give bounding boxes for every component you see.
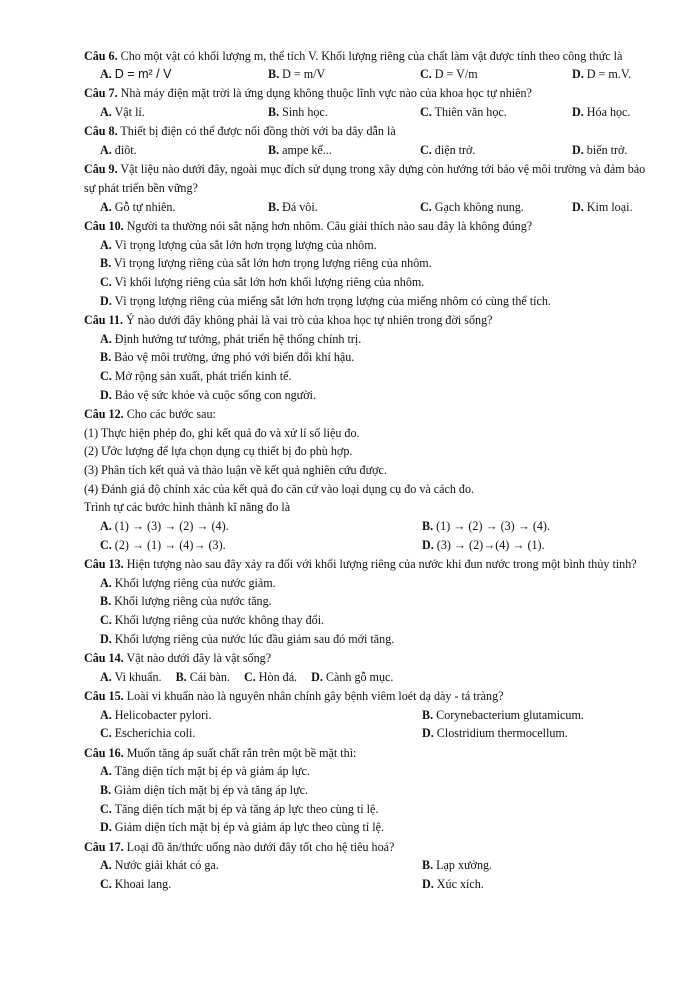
option-b: B. Lạp xưởng. xyxy=(422,858,493,873)
option-d: D. D = m.V. xyxy=(572,67,632,82)
question-text: Người ta thường nói sắt nặng hơn nhôm. Câu giải thích nào sau đây là không đúng? xyxy=(126,218,533,233)
question-number: Câu 8. xyxy=(84,124,118,139)
step-item: (3) Phân tích kết quả và thảo luận về kết quả nghiên cứu được. xyxy=(84,462,387,477)
option-b: B. Corynebacterium glutamicum. xyxy=(422,707,584,722)
question-9 xyxy=(84,160,646,197)
question-13 xyxy=(84,555,646,574)
option-a: A. Vi khuẩn. xyxy=(100,669,162,684)
option-a: A. Helicobacter pylori. xyxy=(100,707,212,722)
question-text: Cho một vật có khối lượng m, thể tích V. Khối lượng riêng của chất làm vật được tính theo công thức là xyxy=(120,48,623,63)
question-14 xyxy=(84,649,646,668)
question-6-options xyxy=(84,65,646,84)
option-d: D. Vì trọng lượng riêng của miếng sắt lớn hơn trọng lượng của miếng nhôm có cùng thể tích. xyxy=(100,293,551,308)
option-c: C. Vì khối lượng riêng của sắt lớn hơn khối lượng riêng của nhôm. xyxy=(100,274,425,289)
question-number: Câu 15. xyxy=(84,688,124,703)
option-b: B. ampe kế... xyxy=(268,143,332,158)
question-prompt: Trình tự các bước hình thành kĩ năng đo là xyxy=(84,500,291,515)
option-d: D. (3) → (2)→(4) → (1). xyxy=(422,537,545,552)
option-d: D. Bảo vệ sức khỏe và cuộc sống con người. xyxy=(100,387,316,402)
option-d: D. Clostridium thermocellum. xyxy=(422,726,568,741)
question-text: Vật nào dưới đây là vật sống? xyxy=(126,651,272,665)
option-b: B. D = m/V xyxy=(268,67,326,82)
option-b: B. Khối lượng riêng của nước tăng. xyxy=(100,594,272,609)
question-15-options-row2 xyxy=(84,724,646,743)
option-d: D. Giảm diện tích mặt bị ép và giảm áp lực theo cùng tỉ lệ. xyxy=(100,820,384,835)
option-b: B. Vì trọng lượng riêng của sắt lớn hơn trọng lượng riêng của nhôm. xyxy=(100,256,432,271)
option-d: D. Xúc xích. xyxy=(422,876,484,891)
option-a: A. Vì trọng lượng của sắt lớn hơn trọng lượng của nhôm. xyxy=(100,237,377,252)
question-text: Vật liệu nào dưới đây, ngoài mục đích sử dụng trong xây dựng còn hướng tới bảo vệ môi trường và đảm bảo sự phát triển bền vững? xyxy=(84,162,646,195)
option-c: C. Khoai lang. xyxy=(100,876,172,891)
option-c: C. Gạch không nung. xyxy=(420,199,524,214)
option-d: D. Cành gỗ mục. xyxy=(311,669,394,684)
question-text: Muốn tăng áp suất chất rắn trên một bề mặt thì: xyxy=(126,745,357,760)
question-11 xyxy=(84,311,646,330)
option-c: C. Hòn đá. xyxy=(244,669,298,684)
option-a: A. D = m² / V xyxy=(100,67,172,82)
option-a: A. Tăng diện tích mặt bị ép và giảm áp lực. xyxy=(100,764,310,779)
question-7 xyxy=(84,84,646,103)
step-item: (1) Thực hiện phép đo, ghi kết quả đo và xử lí số liệu đo. xyxy=(84,425,360,440)
step-item: (2) Ước lượng để lựa chọn dụng cụ thiết bị đo phù hợp. xyxy=(84,444,353,459)
option-d: D. Hóa học. xyxy=(572,105,631,120)
question-number: Câu 7. xyxy=(84,86,118,101)
option-d: D. biến trở. xyxy=(572,143,628,158)
question-15-options-row1 xyxy=(84,706,646,725)
question-number: Câu 11. xyxy=(84,312,123,327)
option-a: A. (1) → (3) → (2) → (4). xyxy=(100,519,229,534)
question-17-options-row2 xyxy=(84,875,646,894)
question-number: Câu 16. xyxy=(84,745,124,760)
option-b: B. Bảo vệ môi trường, ứng phó với biến đổi khí hậu. xyxy=(100,350,355,365)
option-d: D. Khối lượng riêng của nước lúc đầu giảm sau đó mới tăng. xyxy=(100,631,395,646)
option-d: D. Kim loại. xyxy=(572,199,633,214)
option-b: B. (1) → (2) → (3) → (4). xyxy=(422,519,550,534)
question-number: Câu 12. xyxy=(84,406,124,421)
option-c: C. Mở rộng sản xuất, phát triển kinh tế. xyxy=(100,368,292,383)
question-text: Loài vi khuẩn nào là nguyên nhân chính gây bệnh viêm loét dạ dày - tá tràng? xyxy=(126,688,504,703)
question-text: Cho các bước sau: xyxy=(126,406,216,421)
question-number: Câu 17. xyxy=(84,839,124,854)
option-b: B. Sinh học. xyxy=(268,105,328,120)
question-number: Câu 6. xyxy=(84,48,118,63)
option-b: B. Đá vôi. xyxy=(268,199,318,214)
option-b: B. Cái bàn. xyxy=(175,669,230,684)
option-c: C. D = V/m xyxy=(420,67,478,82)
option-c: C. (2) → (1) → (4)→ (3). xyxy=(100,537,226,552)
option-a: A. Khối lượng riêng của nước giảm. xyxy=(100,575,276,590)
question-text: Thiết bị điện có thể được nối đồng thời với ba dây dẫn là xyxy=(120,124,396,139)
option-c: C. Khối lượng riêng của nước không thay đổi. xyxy=(100,613,325,628)
question-number: Câu 13. xyxy=(84,556,124,571)
question-8-options xyxy=(84,141,646,160)
question-16 xyxy=(84,744,646,763)
question-12-options-row1 xyxy=(84,517,646,536)
question-15 xyxy=(84,687,646,706)
option-a: A. điôt. xyxy=(100,143,137,158)
question-12-options-row2 xyxy=(84,536,646,555)
question-text: Loại đồ ăn/thức uống nào dưới đây tốt cho hệ tiêu hoá? xyxy=(126,839,395,854)
option-a: A. Gỗ tự nhiên. xyxy=(100,199,176,214)
question-17-options-row1 xyxy=(84,856,646,875)
option-c: C. Thiên văn học. xyxy=(420,105,507,120)
question-10 xyxy=(84,217,646,236)
option-c: C. Tăng diện tích mặt bị ép và tăng áp lực theo cùng tỉ lệ. xyxy=(100,801,379,816)
option-a: A. Định hướng tư tưởng, phát triển hệ thống chính trị. xyxy=(100,331,362,346)
question-number: Câu 14. xyxy=(84,651,124,665)
question-17 xyxy=(84,838,646,857)
question-12 xyxy=(84,405,646,424)
question-14-options xyxy=(84,668,646,687)
option-a: A. Nước giải khát có ga. xyxy=(100,858,219,873)
question-number: Câu 10. xyxy=(84,218,124,233)
question-9-options xyxy=(84,198,646,217)
option-a: A. Vật lí. xyxy=(100,105,145,120)
question-text: Hiện tượng nào sau đây xảy ra đối với khối lượng riêng của nước khi đun nước trong một bình thủy tinh? xyxy=(126,556,637,571)
step-item: (4) Đánh giá độ chính xác của kết quả đo căn cứ vào loại dụng cụ đo và cách đo. xyxy=(84,481,475,496)
question-text: Nhà máy điện mặt trời là ứng dụng không thuộc lĩnh vực nào của khoa học tự nhiên? xyxy=(120,86,532,101)
option-c: C. điện trở. xyxy=(420,143,476,158)
question-7-options xyxy=(84,103,646,122)
option-b: B. Giảm diện tích mặt bị ép và tăng áp lực. xyxy=(100,782,309,797)
exam-page xyxy=(84,46,646,894)
question-number: Câu 9. xyxy=(84,162,118,177)
question-text: Ý nào dưới đây không phải là vai trò của khoa học tự nhiên trong đời sống? xyxy=(126,312,493,327)
question-6 xyxy=(84,47,646,66)
option-c: C. Escherichia coli. xyxy=(100,726,196,741)
question-8 xyxy=(84,122,646,141)
